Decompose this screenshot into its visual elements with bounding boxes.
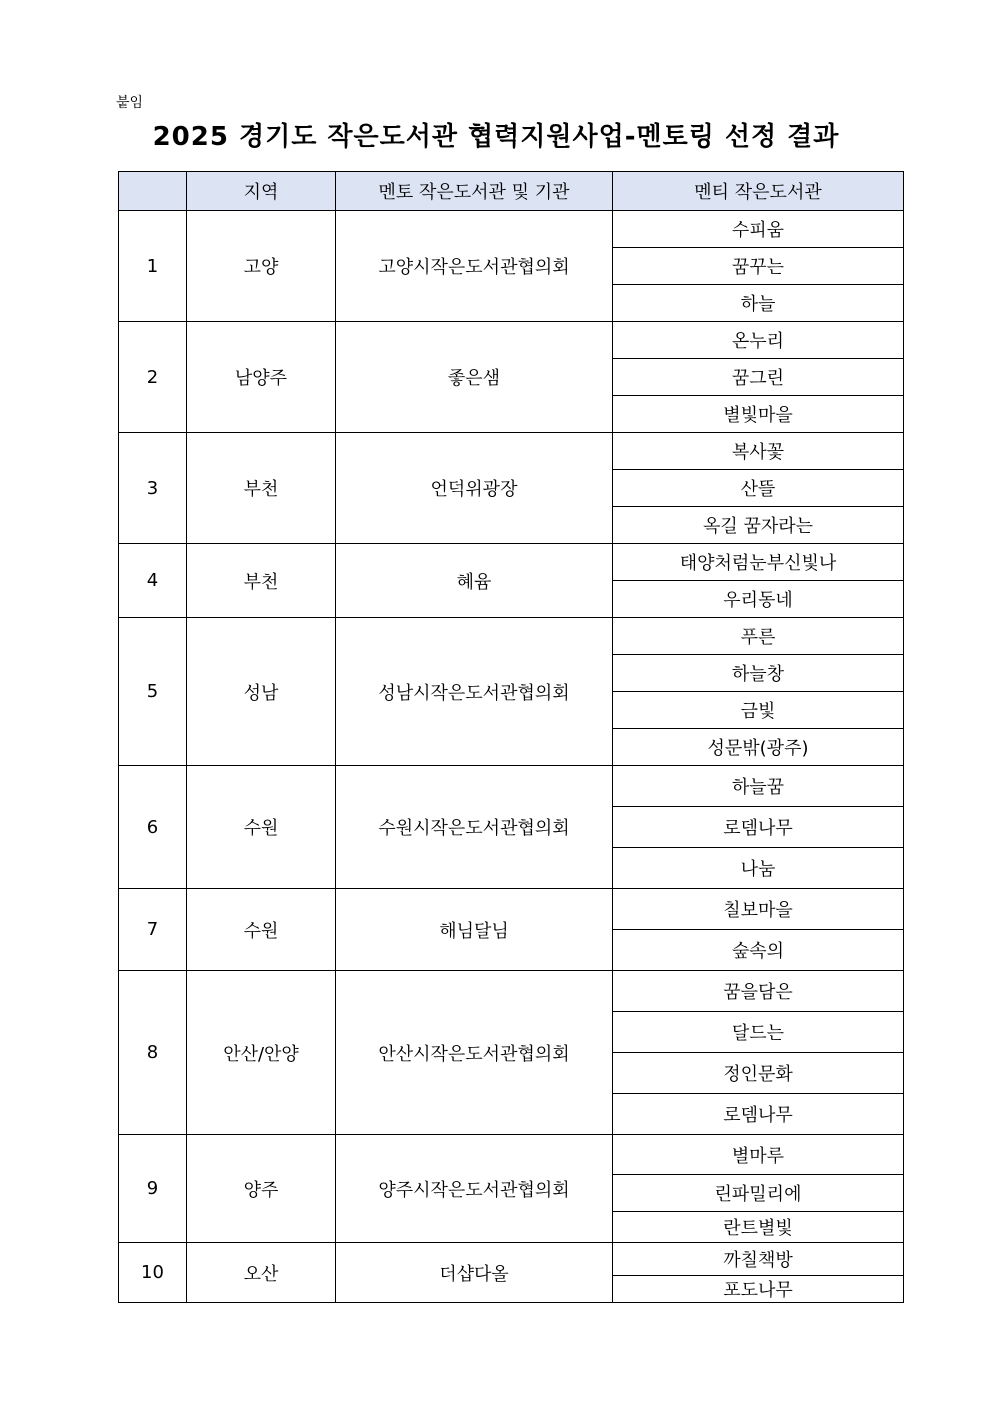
row-number: 4 [119, 544, 187, 618]
row-number: 6 [119, 766, 187, 889]
table-row [119, 433, 904, 470]
mentee-cell: 별빛마을 [613, 396, 904, 433]
table-row [119, 322, 904, 359]
mentor-cell: 더샵다올 [336, 1243, 613, 1303]
mentor-cell: 해님달님 [336, 889, 613, 971]
region-cell: 부천 [187, 544, 336, 618]
mentor-cell: 성남시작은도서관협의회 [336, 618, 613, 766]
region-cell: 오산 [187, 1243, 336, 1303]
table-row [119, 1243, 904, 1276]
table-row [119, 1135, 904, 1175]
header-number [119, 172, 187, 211]
mentee-cell: 하늘 [613, 285, 904, 322]
page-title: 2025 경기도 작은도서관 협력지원사업-멘토링 선정 결과 [152, 122, 840, 152]
mentee-cell: 수피움 [613, 211, 904, 248]
mentee-cell: 나눔 [613, 848, 904, 889]
mentor-cell: 양주시작은도서관협의회 [336, 1135, 613, 1243]
mentor-cell: 언덕위광장 [336, 433, 613, 544]
header-region: 지역 [187, 172, 336, 211]
table-row [119, 544, 904, 581]
mentee-cell: 금빛 [613, 692, 904, 729]
row-number: 7 [119, 889, 187, 971]
table-row [119, 211, 904, 248]
mentee-cell: 산뜰 [613, 470, 904, 507]
mentor-cell: 안산시작은도서관협의회 [336, 971, 613, 1135]
mentee-cell: 까칠책방 [613, 1243, 904, 1276]
row-number: 3 [119, 433, 187, 544]
mentee-cell: 로뎀나무 [613, 807, 904, 848]
attachment-label: 붙임 [116, 95, 144, 111]
mentee-cell: 칠보마을 [613, 889, 904, 930]
mentee-cell: 푸른 [613, 618, 904, 655]
table-row [119, 971, 904, 1012]
table-body [119, 211, 904, 1303]
row-number: 5 [119, 618, 187, 766]
mentee-cell: 별마루 [613, 1135, 904, 1175]
row-number: 8 [119, 971, 187, 1135]
mentee-cell: 우리동네 [613, 581, 904, 618]
mentee-cell: 옥길 꿈자라는 [613, 507, 904, 544]
mentee-cell: 온누리 [613, 322, 904, 359]
mentor-cell: 고양시작은도서관협의회 [336, 211, 613, 322]
mentee-cell: 복사꽃 [613, 433, 904, 470]
region-cell: 수원 [187, 889, 336, 971]
header-mentor: 멘토 작은도서관 및 기관 [336, 172, 613, 211]
mentee-cell: 성문밖(광주) [613, 729, 904, 766]
mentor-cell: 수원시작은도서관협의회 [336, 766, 613, 889]
selection-results-table [118, 171, 904, 1303]
region-cell: 수원 [187, 766, 336, 889]
region-cell: 남양주 [187, 322, 336, 433]
mentee-cell: 란트별빛 [613, 1212, 904, 1243]
region-cell: 고양 [187, 211, 336, 322]
mentee-cell: 하늘꿈 [613, 766, 904, 807]
header-mentee: 멘티 작은도서관 [613, 172, 904, 211]
mentee-cell: 태양처럼눈부신빛나 [613, 544, 904, 581]
table-row [119, 766, 904, 807]
mentee-cell: 꿈을담은 [613, 971, 904, 1012]
row-number: 1 [119, 211, 187, 322]
row-number: 10 [119, 1243, 187, 1303]
table-row [119, 889, 904, 930]
mentee-cell: 꿈그린 [613, 359, 904, 396]
mentee-cell: 하늘창 [613, 655, 904, 692]
region-cell: 안산/안양 [187, 971, 336, 1135]
region-cell: 성남 [187, 618, 336, 766]
mentee-cell: 포도나무 [613, 1276, 904, 1303]
mentee-cell: 린파밀리에 [613, 1175, 904, 1212]
mentee-cell: 달드는 [613, 1012, 904, 1053]
mentee-cell: 꿈꾸는 [613, 248, 904, 285]
row-number: 9 [119, 1135, 187, 1243]
row-number: 2 [119, 322, 187, 433]
table-header-row [119, 172, 904, 211]
region-cell: 부천 [187, 433, 336, 544]
mentor-cell: 혜윰 [336, 544, 613, 618]
mentor-cell: 좋은샘 [336, 322, 613, 433]
table-row [119, 618, 904, 655]
mentee-cell: 숲속의 [613, 930, 904, 971]
mentee-cell: 정인문화 [613, 1053, 904, 1094]
mentee-cell: 로뎀나무 [613, 1094, 904, 1135]
region-cell: 양주 [187, 1135, 336, 1243]
